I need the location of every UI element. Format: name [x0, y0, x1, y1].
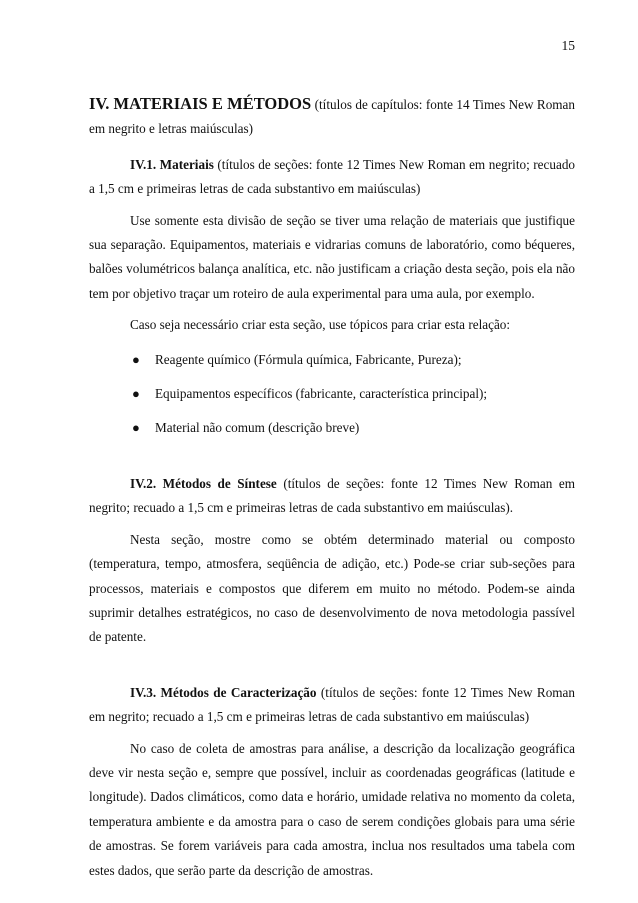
bullet-icon: ● — [132, 420, 140, 436]
section1-note: (títulos de seções: fonte 12 Times New Roman em negrito; recuado a 1,5 cm e primeiras letras de cada substantivo em maiúsculas) — [89, 156, 576, 197]
section3-paragraph: No caso de coleta de amostras para análise, a descrição da localização geográfica deve vir nesta seção e, sempre que possível, incluir as coordenadas geográficas (latitude e longitude). Dados climáticos, como data e horário, umidade relativa no momento da coleta, temperatura ambiente e da amostra para o caso de serem condições globais para uma série de amostras. Se forem variáveis para cada amostra, inclua nos resultados uma tabela com estes dados, que serão parte da descrição de amostras. — [89, 740, 575, 878]
page-number: 15 — [561, 38, 575, 53]
list-item: ● Material não comum (descrição breve) — [89, 416, 575, 440]
chapter-heading — [89, 92, 575, 142]
list-item: ● Reagente químico (Fórmula química, Fabricante, Pureza); — [89, 348, 575, 372]
section3-note: (títulos de seções: fonte 12 Times New Roman em negrito; recuado a 1,5 cm e primeiras letras de cada substantivo em maiúsculas) — [89, 684, 576, 725]
section3-heading — [89, 681, 575, 730]
section1-paragraph: Use somente esta divisão de seção se tiver uma relação de materiais que justifique sua separação. Equipamentos, materiais e vidrarias comuns de laboratório, como béqueres, balões volumétricos balança analítica, etc. não justificam a criação desta seção, pois ela não tem por objetivo traçar um roteiro de aula experimental para uma aula, por exemplo. — [89, 212, 575, 301]
bullet-icon: ● — [132, 351, 140, 367]
chapter-title: IV. MATERIAIS E MÉTODOS — [89, 94, 312, 113]
section2-paragraph: Nesta seção, mostre como se obtém determinado material ou composto (temperatura, tempo, atmosfera, seqüência de adição, etc.) Pode-se criar sub-seções para processos, materiais e compostos que diferem em muito no método. Podem-se ainda suprimir detalhes estratégicos, no caso de desenvolvimento de nova metodologia passível de patente. — [89, 531, 575, 645]
section1-title: IV.1. Materiais — [130, 156, 214, 172]
bullet-icon: ● — [132, 386, 140, 402]
section1-intro-list: Caso seja necessário criar esta seção, use tópicos para criar esta relação: — [130, 317, 511, 333]
chapter-note: (títulos de capítulos: fonte 14 Times New Roman em negrito e letras maiúsculas) — [89, 97, 575, 137]
section2-heading — [89, 472, 575, 521]
section2-title: IV.2. Métodos de Síntese — [130, 475, 277, 491]
section3-title: IV.3. Métodos de Caracterização — [130, 684, 317, 700]
section2-note: (títulos de seções: fonte 12 Times New Roman em negrito; recuado a 1,5 cm e primeiras letras de cada substantivo em maiúsculas). — [89, 475, 576, 516]
list-item: ● Equipamentos específicos (fabricante, característica principal); — [89, 382, 575, 406]
page-content — [89, 92, 575, 883]
section1-heading — [89, 153, 575, 202]
materials-list — [89, 348, 575, 441]
